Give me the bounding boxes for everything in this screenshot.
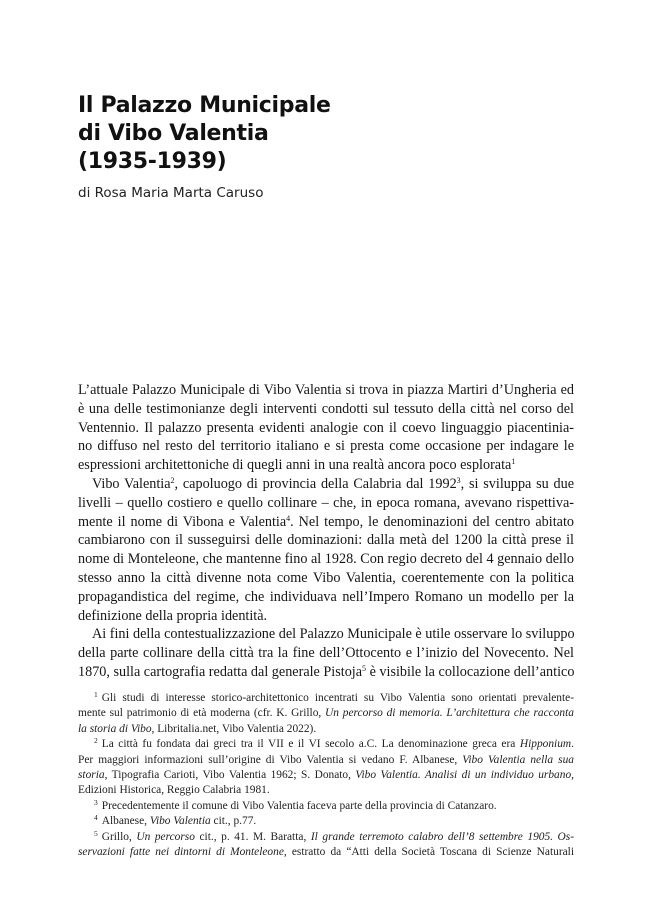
body-line: Ai fini della contestualizzazione del Palazzo Municipale è utile osservare lo sviluppo [92,626,575,643]
footnote-italic: Il grande terremoto calabro dell’8 settembre 1905. Os- [310,830,575,843]
footnote-line [78,814,574,829]
footnote-line [78,830,574,845]
footnote-text: mente sul patrimonio di età moderna (cfr. K. Grillo, [78,707,326,720]
footnote-italic: storia [78,769,105,782]
body-text-run: Vibo Valentia [92,475,171,492]
body-line: Ventennio. Il palazzo presenta evidenti analogie con il coevo linguaggio piacentinia- [78,419,574,436]
footnote-line [78,753,574,768]
footnote-ref: 1 [511,457,516,467]
footnote-italic: Vibo Valentia nella sua [462,753,574,766]
author-byline: di Rosa Maria Marta Caruso [78,185,264,201]
body-line: propagandistica del regime, che individuava nell’Impero Romano un modello per la [78,588,574,605]
footnote-number: 2 [94,736,98,746]
footnote-line [78,706,574,721]
body-line [78,475,574,494]
footnote-ref: 4 [286,513,291,523]
body-line: è una delle testimonianze degli interventi condotti sul tessuto della città nel corso del [78,400,574,417]
footnote-text: , [571,769,574,782]
footnote-text: Gli studi di interesse storico-architettonico incentrati su Vibo Valentia sono orientati prevalente- [101,692,574,704]
body-line [78,663,574,682]
body-text-run: . Nel tempo, le denominazioni del centro abitato [290,513,574,530]
footnote-text: Per maggiori informazioni sull’origine di Vibo Valentia si vedano F. Albanese, [78,753,463,766]
body-text [78,381,574,682]
footnote-line: Edizioni Historica, Reggio Calabria 1981. [78,784,270,797]
footnote-line [78,799,574,814]
footnote-line [78,737,574,752]
body-line: della parte collinare della città tra la fine dell’Ottocento e l’inizio del Novecento. Nel [78,645,574,662]
footnote-text: , Libritalia.net, Vibo Valentia 2022). [151,722,317,735]
footnote-italic: Un percorso di memoria. L’architettura che racconta [325,707,574,720]
footnote-text: La città fu fondata dai greci tra il VII e il VI secolo a.C. La denominazione greca era [101,738,520,751]
footnote-text: . [571,738,574,751]
body-text-run: 1870, sulla cartografia redatta dal generale Pistoja [78,663,363,680]
article-title [78,92,498,176]
footnote-ref: 2 [170,475,175,485]
body-line: livelli – quello costiero e quello collinare – che, in epoca romana, avevano rispettiva- [78,494,574,511]
body-line: nome di Monteleone, che mantenne fino al 1928. Con regio decreto del 4 gennaio dello [78,551,574,568]
footnote-line [78,722,574,737]
body-text-run: mente il nome di Vibona e Valentia [78,513,287,530]
footnote-italic: la storia di Vibo [78,722,152,735]
body-line: definizione della propria identità. [78,607,268,624]
body-line: L’attuale Palazzo Municipale di Vibo Valentia si trova in piazza Martiri d’Ungheria ed [78,382,574,398]
footnote-number: 5 [94,828,98,838]
body-text-run: espressioni architettoniche di quegli anni in una realtà ancora poco esplorata [78,457,512,474]
footnote-ref: 3 [456,475,461,485]
footnote-italic: Un percorso [136,830,195,843]
footnote-line [78,691,574,706]
footnote-text: Albanese, [101,815,150,828]
footnote-text: cit., p.77. [210,815,257,828]
body-line: no diffuso nel resto del territorio italiano e si presta come occasione per indagare le [78,438,574,455]
title-line-1: Il Palazzo Municipale [78,93,331,118]
footnotes [78,691,574,860]
footnote-italic: Vibo Valentia. Analisi di un individuo urbano [355,769,572,782]
footnote-number: 1 [94,690,98,699]
footnote-number: 3 [94,797,98,807]
title-line-2: di Vibo Valentia [78,121,269,146]
footnote-text: , estratto da “Atti della Società Toscana di Scienze Naturali [283,846,574,859]
footnote-text: Grillo, [101,830,137,843]
footnote-italic: servazioni fatte nei dintorni di Monteleone [78,846,284,859]
footnote-italic: Hipponium [519,738,572,751]
footnote-line [78,768,574,783]
footnote-italic: Vibo Valentia [149,815,211,828]
body-text-run: , si sviluppa su due [460,475,575,492]
footnote-text: , Tipografia Carioti, Vibo Valentia 1962; S. Donato, [104,769,356,782]
body-line [78,513,574,532]
title-line-3: (1935-1939) [78,149,227,174]
body-line: stesso anno la città divenne nota come Vibo Valentia, coerentemente con la politica [78,569,574,586]
body-text-run: è visibile la collocazione dell’antico [366,663,575,680]
body-text-run: , capoluogo di provincia della Calabria dal 1992 [174,475,457,492]
body-line: cambiarono con il susseguirsi delle dominazioni: dalla metà del 1200 la città prese il [78,532,574,549]
footnote-ref: 5 [362,663,367,673]
footnote-number: 4 [94,813,98,823]
footnote-text: Precedentemente il comune di Vibo Valentia faceva parte della provincia di Catanzaro. [101,799,497,812]
body-line [78,456,574,475]
footnote-line [78,845,574,860]
footnote-text: cit., p. 41. M. Baratta, [194,830,311,843]
